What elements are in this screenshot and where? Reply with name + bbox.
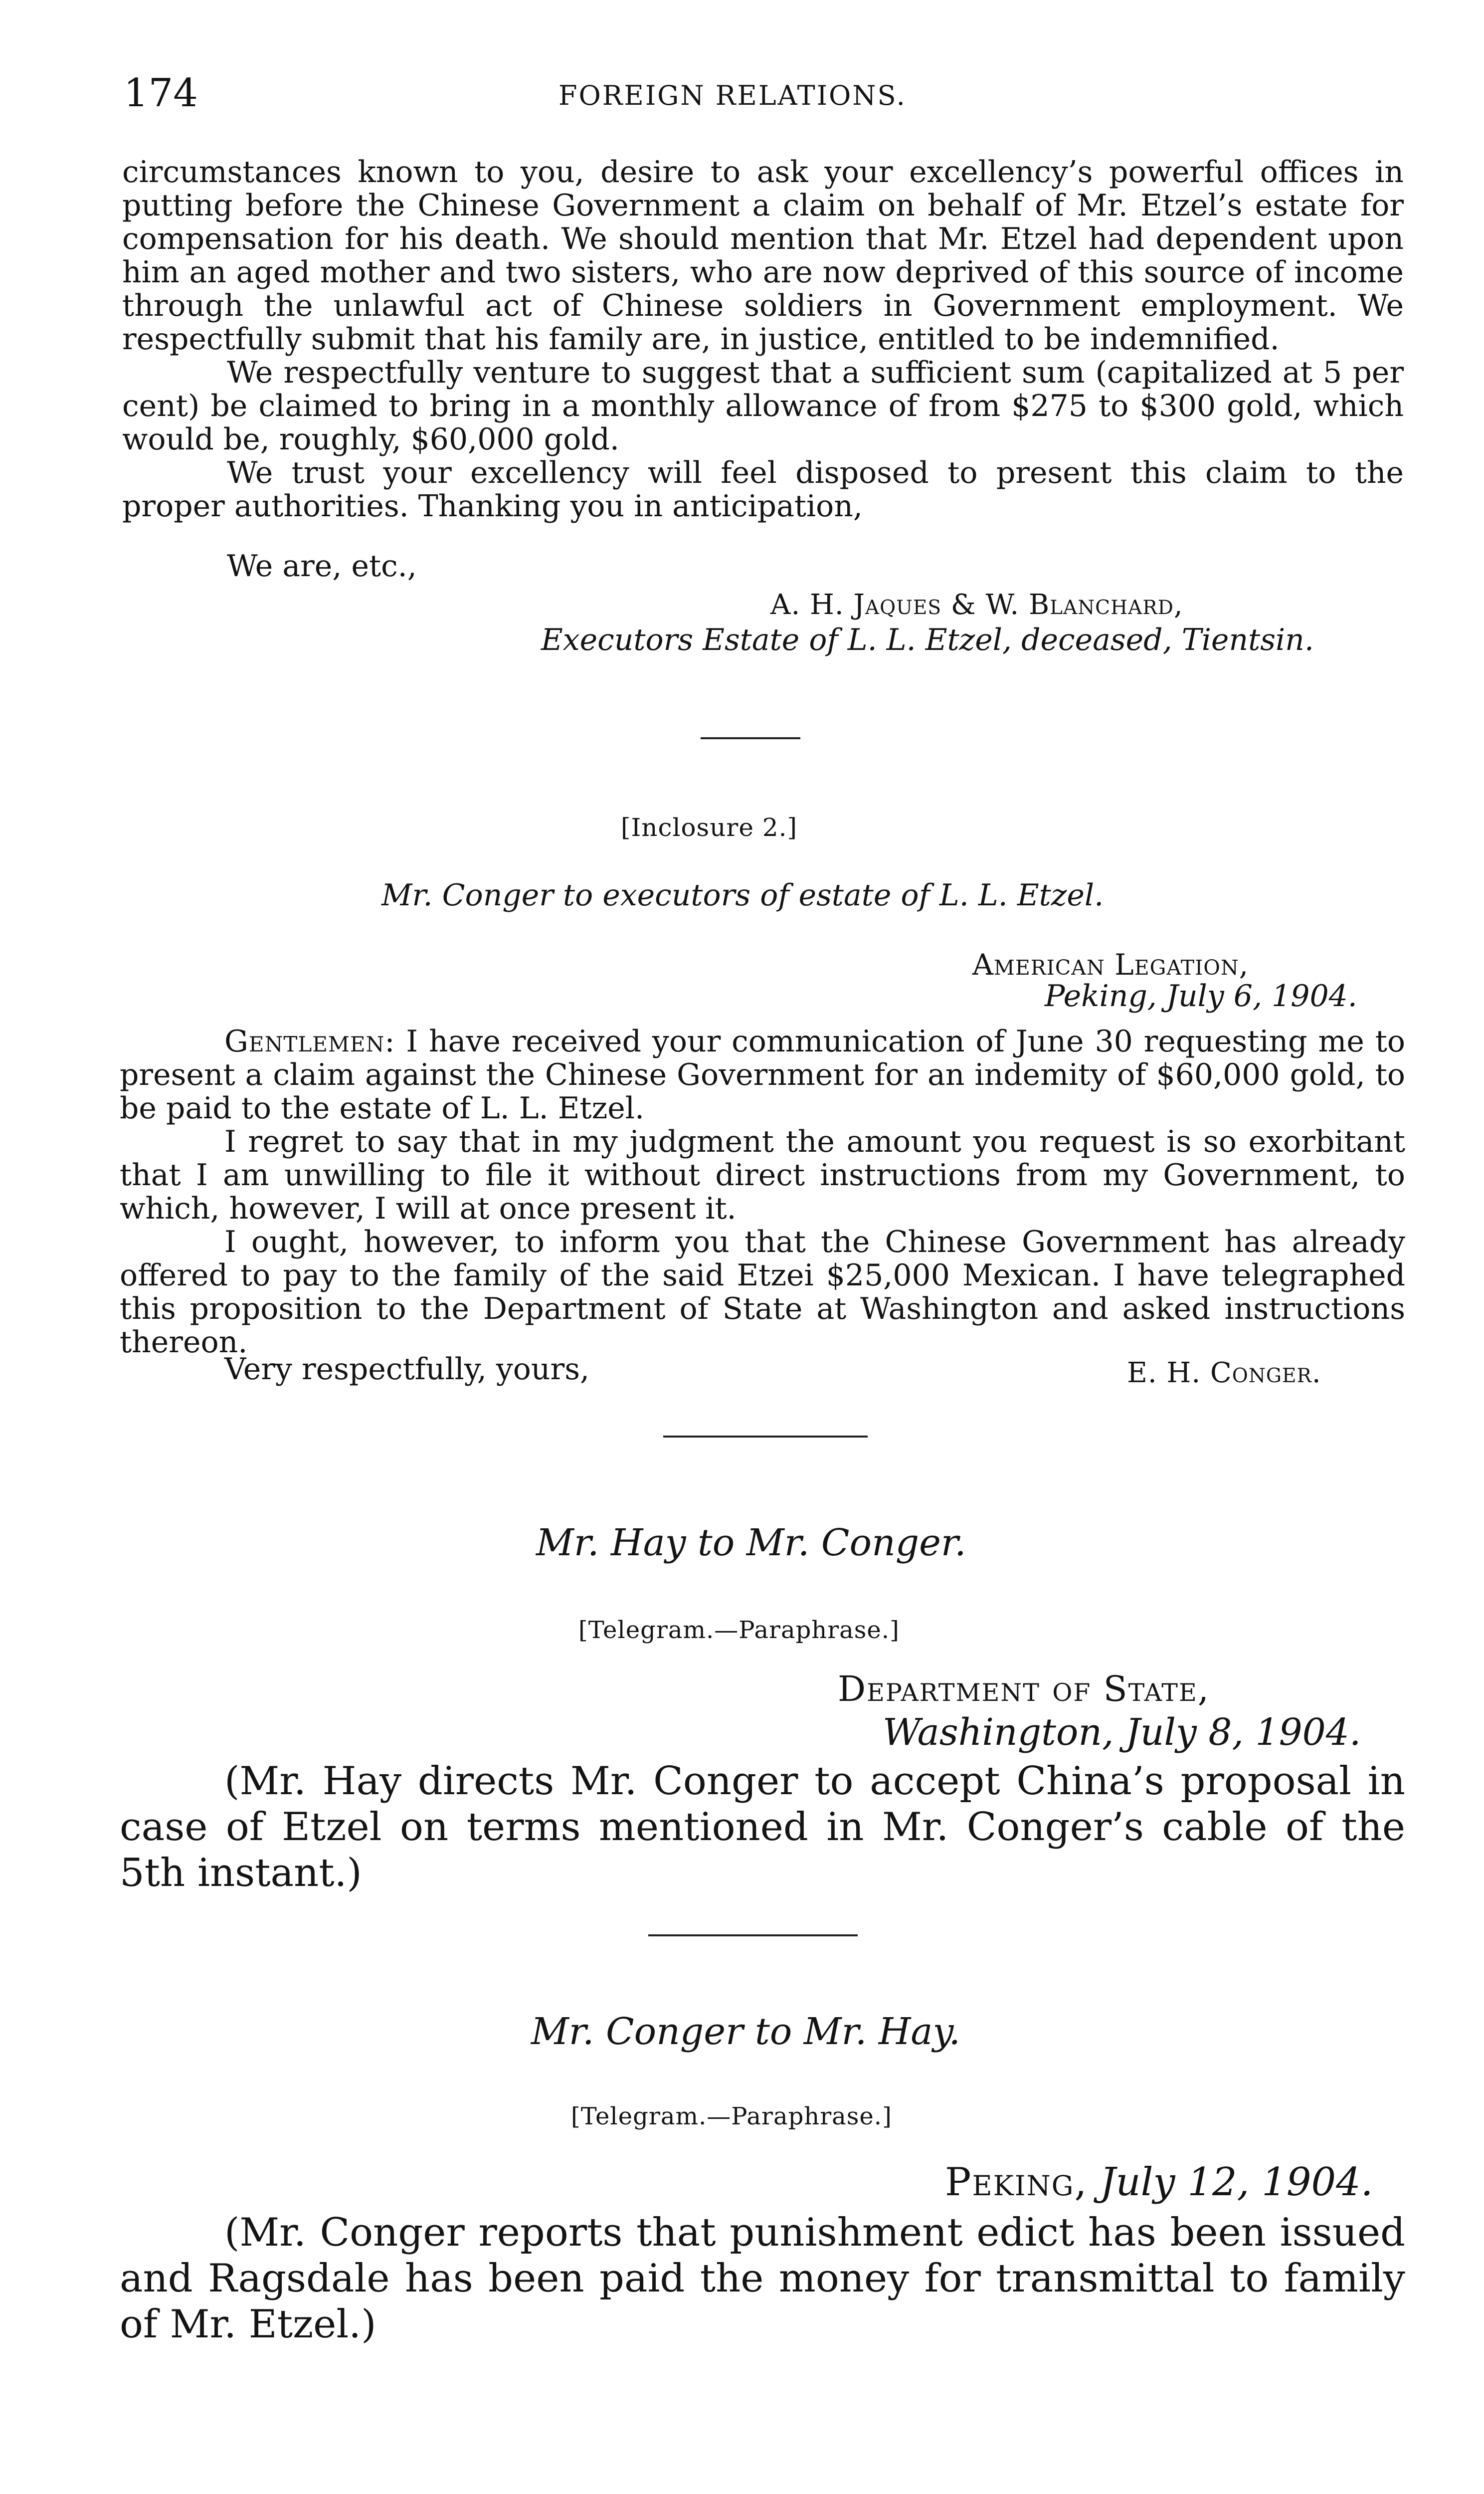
section-divider: [701, 737, 800, 739]
section-divider: [663, 1436, 868, 1438]
letter1-paragraph: We trust your excellency will feel disposed to present this claim to the proper authorities. Thanking you in anticipation,: [122, 455, 1404, 524]
inclosure-label: [Inclosure 2.]: [621, 813, 798, 842]
signature-names-text: A. H. Jaques & W. Blanchard,: [770, 589, 1183, 621]
letter1-paragraph: We respectfully venture to suggest that a sufficient sum (capitalized at 5 per cent) be claimed to bring in a monthly allowance of from $275 to $300 gold, which would be, roughly, $60,000 gold.: [122, 355, 1404, 457]
inclosure-date: Peking, July 6, 1904.: [1045, 979, 1357, 1014]
letter1-paragraph: circumstances known to you, desire to ask your excellency’s powerful offices in putting before the Chinese Government a claim on behalf of Mr. Etzel’s estate for compensation for his death. We should mention that Mr. Etzel had dependent upon him an aged mother and two sisters, who are now deprived of this source of income through the unlawful act of Chinese soldiers in Government employment. We respectfully submit that his family are, in justice, entitled to be indemnified.: [122, 155, 1404, 357]
telegram2-dateline: [945, 2160, 1373, 2205]
telegram1-date: Washington, July 8, 1904.: [883, 1711, 1361, 1754]
inclosure-body: [120, 1025, 1405, 1359]
telegram1-note: [Telegram.—Paraphrase.]: [578, 1616, 900, 1644]
telegram2-paragraph: (Mr. Conger reports that punishment edict has been issued and Ragsdale has been paid the money for transmittal to family of Mr. Etzel.): [120, 2210, 1405, 2347]
telegram2-date: July 12, 1904.: [1100, 2160, 1373, 2205]
inclosure-paragraph-text: I have received your communication of June 30 requesting me to present a claim against the Chinese Government for an indemity of $60,000 gold, to be paid to the estate of L. L. Etzel.: [120, 1024, 1405, 1126]
salutation: Gentlemen:: [224, 1024, 395, 1059]
telegram1-place: Department of State,: [838, 1668, 1210, 1709]
telegram2-place: Peking,: [945, 2160, 1088, 2205]
inclosure-signature: E. H. Conger.: [1127, 1357, 1321, 1389]
inclosure-paragraph: I ought, however, to inform you that the Chinese Government has already offered to pay to the family of the said Etzei $25,000 Mexican. I have telegraphed this proposition to the Department of State at Washington and asked instructions thereon.: [120, 1225, 1405, 1360]
telegram1-heading: Mr. Hay to Mr. Conger.: [536, 1521, 966, 1564]
telegram2-body: [120, 2210, 1405, 2347]
letter1-signature-title: Executors Estate of L. L. Etzel, deceased, Tientsin.: [541, 623, 1314, 657]
letter1-closing: We are, etc.,: [227, 549, 417, 584]
running-title: FOREIGN RELATIONS.: [558, 80, 907, 111]
telegram1-paragraph: (Mr. Hay directs Mr. Conger to accept China’s proposal in case of Etzel on terms mentioned in Mr. Conger’s cable of the 5th instant.): [120, 1759, 1405, 1895]
inclosure-heading: Mr. Conger to executors of estate of L. L. Etzel.: [381, 878, 1104, 913]
section-divider: [648, 1934, 858, 1936]
inclosure-place: American Legation,: [972, 948, 1249, 982]
letter1-body: [122, 156, 1404, 523]
inclosure-closing: Very respectfully, yours,: [224, 1352, 590, 1387]
inclosure-paragraph: [120, 1025, 1405, 1125]
page-number: 174: [124, 71, 198, 116]
telegram1-body: [120, 1758, 1405, 1896]
inclosure-paragraph: I regret to say that in my judgment the amount you request is so exorbitant that I am unwilling to file it without direct instructions from my Government, to which, however, I will at once present it.: [120, 1124, 1405, 1226]
telegram2-heading: Mr. Conger to Mr. Hay.: [531, 2010, 960, 2053]
telegram2-note: [Telegram.—Paraphrase.]: [571, 2102, 892, 2130]
letter1-signature-names: [770, 589, 1183, 621]
